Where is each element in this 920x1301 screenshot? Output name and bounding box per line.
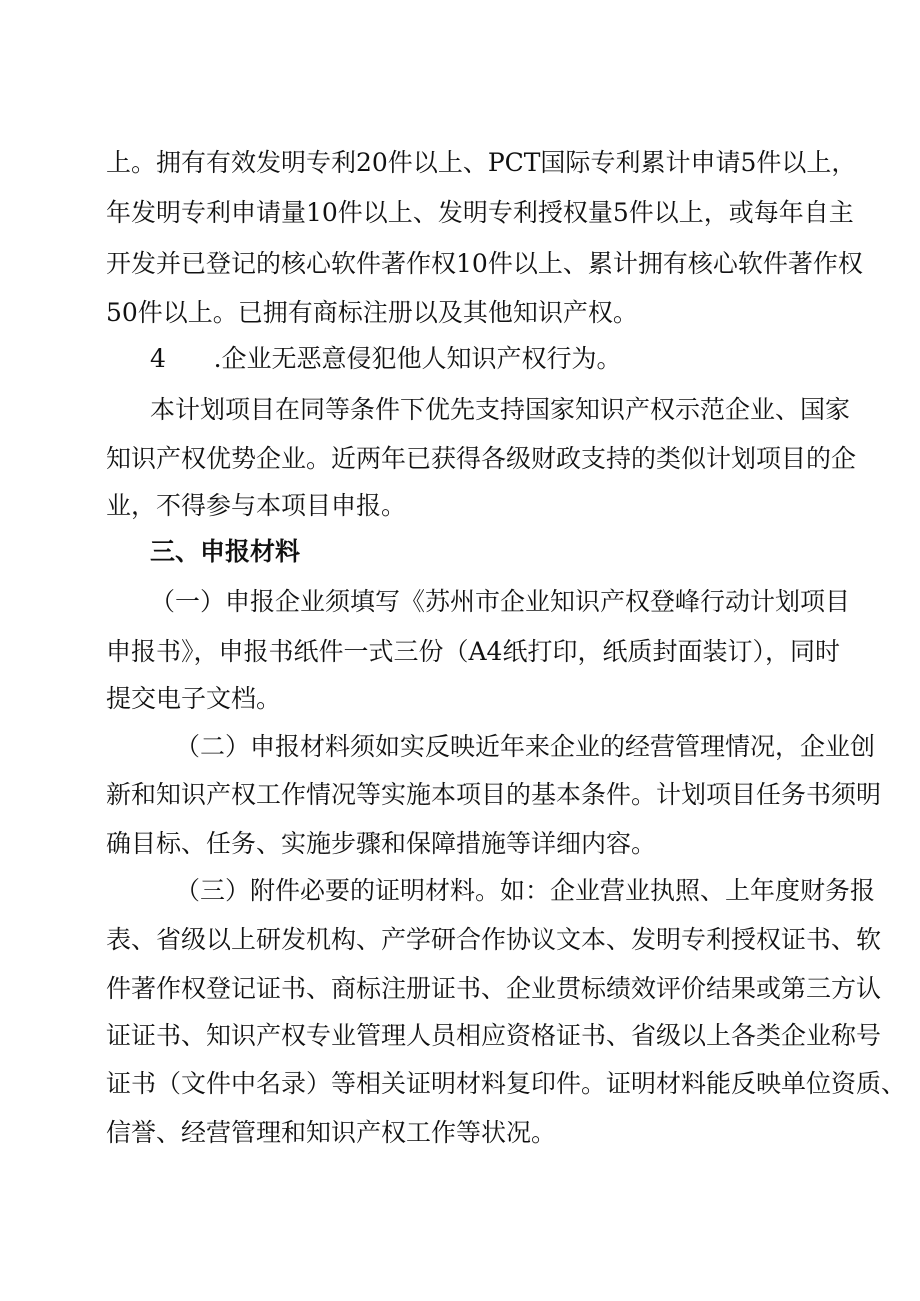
body-line: 证证书、知识产权专业管理人员相应资格证书、省级以上各类企业称号	[106, 1021, 882, 1050]
body-line: 表、省级以上研发机构、产学研合作协议文本、发明专利授权证书、软	[106, 925, 882, 954]
body-line: 知识产权优势企业。近两年已获得各级财政支持的类似计划项目的企	[106, 444, 857, 473]
body-line: 业，不得参与本项目申报。	[106, 491, 407, 520]
body-line: 件著作权登记证书、商标注册证书、企业贯标绩效评价结果或第三方认	[106, 974, 882, 1003]
paragraph-start-line: （三）附件必要的证明材料。如：企业营业执照、上年度财务报	[175, 876, 876, 905]
list-item-4: 4 .企业无恶意侵犯他人知识产权行为。	[150, 344, 622, 373]
body-line: 年发明专利申请量10件以上、发明专利授权量5件以上，或每年自主	[106, 198, 854, 227]
body-line: 开发并已登记的核心软件著作权10件以上、累计拥有核心软件著作权	[106, 249, 863, 278]
paragraph-start-line: （一）申报企业须填写《苏州市企业知识产权登峰行动计划项目	[150, 587, 851, 616]
paragraph-start-line: 本计划项目在同等条件下优先支持国家知识产权示范企业、国家	[150, 395, 851, 424]
body-line: 申报书》，申报书纸件一式三份（A4纸打印，纸质封面装订），同时	[106, 637, 840, 666]
body-line: 证书（文件中名录）等相关证明材料复印件。证明材料能反映单位资质、	[106, 1069, 907, 1098]
body-line: 新和知识产权工作情况等实施本项目的基本条件。计划项目任务书须明	[106, 780, 882, 809]
body-line: 上。拥有有效发明专利20件以上、PCT国际专利累计申请5件以上，	[106, 148, 857, 177]
section-heading: 三、申报材料	[150, 537, 301, 566]
body-line: 确目标、任务、实施步骤和保障措施等详细内容。	[106, 829, 657, 858]
body-line: 提交电子文档。	[106, 684, 282, 713]
body-line: 50件以上。已拥有商标注册以及其他知识产权。	[106, 298, 638, 327]
paragraph-start-line: （二）申报材料须如实反映近年来企业的经营管理情况，企业创	[175, 732, 876, 761]
body-line: 信誉、经营管理和知识产权工作等状况。	[106, 1118, 557, 1147]
